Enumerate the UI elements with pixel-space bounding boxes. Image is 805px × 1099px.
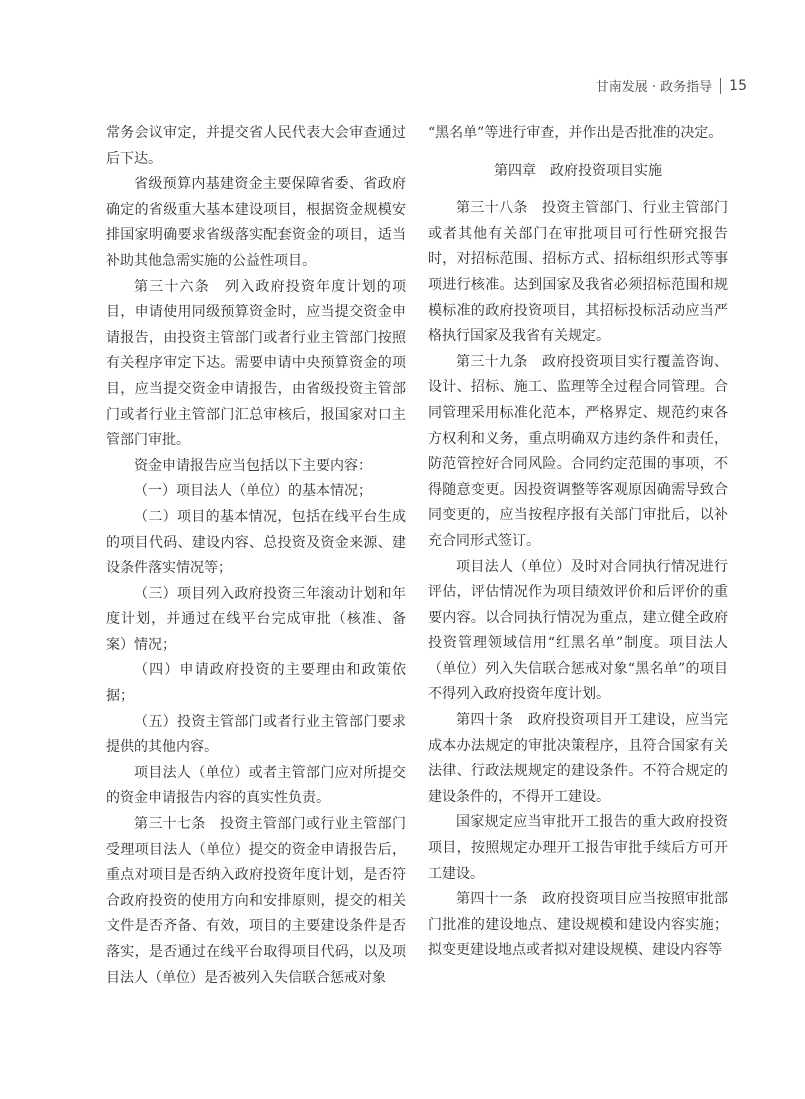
list-item: （四）申请政府投资的主要理由和政策依据；	[106, 662, 406, 705]
article-38: 第三十八条 投资主管部门、行业主管部门或者其他有关部门在审批项目可行性研究报告时，对招标范围、招标方式、招标组织形式等事项进行核准。达到国家及我省必须招标范围和规模标准的政府投资项目，其招标投标活动应当严格执行国家及我省有关规定。	[428, 200, 728, 345]
list-item: （五）投资主管部门或者行业主管部门要求提供的其他内容。	[106, 713, 406, 756]
page-number: 15	[729, 77, 747, 94]
list-item: （三）项目列入政府投资三年滚动计划和年度计划，并通过在线平台完成审批（核准、备案）情况；	[106, 585, 406, 653]
left-column	[106, 121, 406, 991]
paragraph: 国家规定应当审批开工报告的重大政府投资项目，按照规定办理开工报告审批手续后方可开工建设。	[428, 814, 728, 882]
list-item: （一）项目法人（单位）的基本情况；	[134, 483, 372, 500]
paragraph: “黑名单”等进行审查，并作出是否批准的决定。	[428, 125, 723, 141]
chapter-title: 第四章 政府投资项目实施	[494, 162, 662, 179]
article-40: 第四十条 政府投资项目开工建设，应当完成本办法规定的审批决策程序，且符合国家有关法律、行政法规规定的建设条件。不符合规定的建设条件的，不得开工建设。	[428, 712, 728, 805]
journal-title: 甘南发展 · 政务指导	[595, 80, 713, 95]
paragraph: 项目法人（单位）及时对合同执行情况进行评估，评估情况作为项目绩效评价和后评价的重要内容。以合同执行情况为重点，建立健全政府投资管理领域信用“红黑名单”制度。项目法人（单位）列入失信联合惩戒对象“黑名单”的项目不得列入政府投资年度计划。	[428, 558, 728, 703]
article-36: 第三十六条 列入政府投资年度计划的项目，申请使用同级预算资金时，应当提交资金申请报告，由投资主管部门或者行业主管部门按照有关程序审定下达。需要申请中央预算资金的项目，应当提交资金申请报告，由省级投资主管部门或者行业主管部门汇总审核后，报国家对口主管部门审批。	[106, 278, 406, 449]
header-divider	[720, 78, 721, 94]
article-37: 第三十七条 投资主管部门或行业主管部门受理项目法人（单位）提交的资金申请报告后，重点对项目是否纳入政府投资年度计划，是否符合政府投资的使用方向和安排原则，提交的相关文件是否齐备、有效，项目的主要建设条件是否落实，是否通过在线平台取得项目代码，以及项目法人（单位）是否被列入失信联合惩戒对象	[106, 816, 406, 986]
paragraph: 常务会议审定，并提交省人民代表大会审查通过后下达。	[106, 125, 406, 167]
list-item: （二）项目的基本情况，包括在线平台生成的项目代码、建设内容、总投资及资金来源、建设条件落实情况等；	[106, 508, 406, 577]
paragraph: 项目法人（单位）或者主管部门应对所提交的资金申请报告内容的真实性负责。	[106, 764, 406, 807]
right-column	[428, 121, 728, 964]
page-header	[596, 76, 747, 95]
paragraph: 省级预算内基建资金主要保障省委、省政府确定的省级重大基本建设项目，根据资金规模安排国家明确要求省级落实配套资金的项目，适当补助其他急需实施的公益性项目。	[106, 176, 406, 269]
article-39: 第三十九条 政府投资项目实行覆盖咨询、设计、招标、施工、监理等全过程合同管理。合同管理采用标准化范本，严格界定、规范约束各方权利和义务，重点明确双方违约条件和责任，防范管控好合同风险。合同约定范围的事项，不得随意变更。因投资调整等客观原因确需导致合同变更的，应当按程序报有关部门审批后，以补充合同形式签订。	[428, 353, 728, 549]
paragraph: 资金申请报告应当包括以下主要内容：	[134, 457, 372, 474]
article-41: 第四十一条 政府投资项目应当按照审批部门批准的建设地点、建设规模和建设内容实施；拟变更建设地点或者拟对建设规模、建设内容等	[428, 891, 728, 959]
